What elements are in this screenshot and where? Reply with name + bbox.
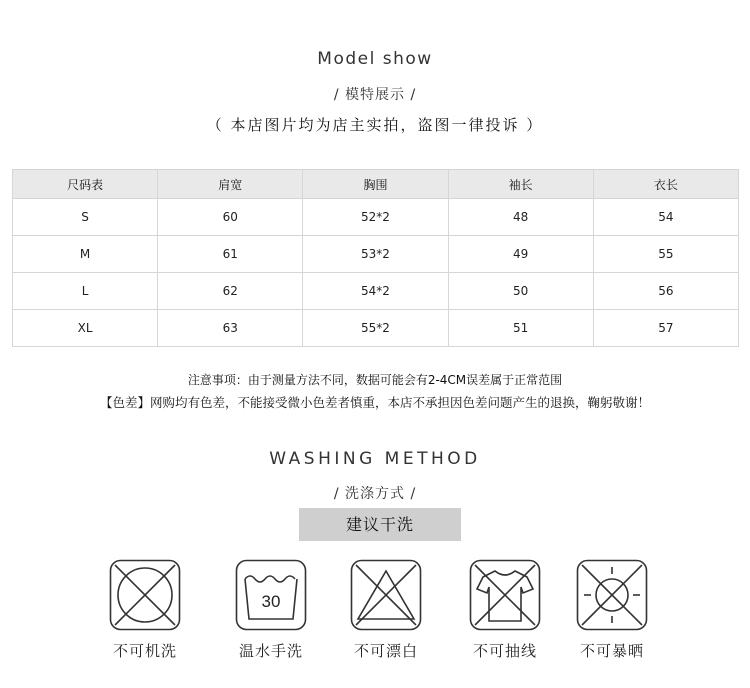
table-cell: 51 — [448, 310, 593, 347]
table-cell: 55*2 — [303, 310, 448, 347]
column-header: 袖长 — [448, 170, 593, 199]
table-cell: M — [13, 236, 158, 273]
table-cell: L — [13, 273, 158, 310]
column-header: 衣长 — [593, 170, 738, 199]
wash-label: 不可机洗 — [112, 642, 177, 660]
model-show-subtitle: / 模特展示 / — [333, 87, 417, 103]
dry-clean-badge: 建议干洗 — [299, 508, 461, 541]
column-header: 尺码表 — [13, 170, 158, 199]
table-cell: 57 — [593, 310, 738, 347]
table-cell: 48 — [448, 199, 593, 236]
table-cell: XL — [13, 310, 158, 347]
table-cell: 54*2 — [303, 273, 448, 310]
wash-label: 温水手洗 — [238, 642, 303, 660]
table-cell: 55 — [593, 236, 738, 273]
no-sun-dry-icon — [576, 559, 648, 631]
table-cell: 52*2 — [303, 199, 448, 236]
table-cell: 62 — [158, 273, 303, 310]
wash-label: 不可暴晒 — [579, 642, 644, 660]
column-header: 肩宽 — [158, 170, 303, 199]
hand-wash-30-icon — [235, 559, 307, 631]
photo-notice: （ 本店图片均为店主实拍，盗图一律投诉 ） — [206, 116, 544, 134]
table-cell: 53*2 — [303, 236, 448, 273]
table-cell: 63 — [158, 310, 303, 347]
model-show-title: Model show — [317, 49, 433, 69]
table-cell: 61 — [158, 236, 303, 273]
table-cell: 60 — [158, 199, 303, 236]
table-header-row — [13, 170, 739, 199]
no-thread-pull-icon — [469, 559, 541, 631]
wash-label: 不可漂白 — [353, 642, 418, 660]
table-row — [13, 310, 739, 347]
table-row — [13, 199, 739, 236]
measurement-note: 注意事项：由于测量方法不同，数据可能会有2-4CM误差属于正常范围 — [187, 373, 563, 387]
table-cell: 54 — [593, 199, 738, 236]
table-cell: 50 — [448, 273, 593, 310]
table-row — [13, 273, 739, 310]
size-chart-table — [12, 169, 739, 347]
color-difference-note: 【色差】网购均有色差，不能接受微小色差者慎重，本店不承担因色差问题产生的退换，鞠躬敬谢！ — [99, 395, 650, 410]
table-cell: 56 — [593, 273, 738, 310]
table-row — [13, 236, 739, 273]
column-header: 胸围 — [303, 170, 448, 199]
wash-label: 不可抽线 — [472, 642, 537, 660]
table-cell: S — [13, 199, 158, 236]
temperature-label: 30 — [261, 592, 281, 611]
washing-method-title: WASHING METHOD — [269, 449, 481, 469]
washing-method-subtitle: / 洗涤方式 / — [333, 486, 417, 502]
no-bleach-icon — [350, 559, 422, 631]
no-machine-wash-icon — [109, 559, 181, 631]
table-cell: 49 — [448, 236, 593, 273]
